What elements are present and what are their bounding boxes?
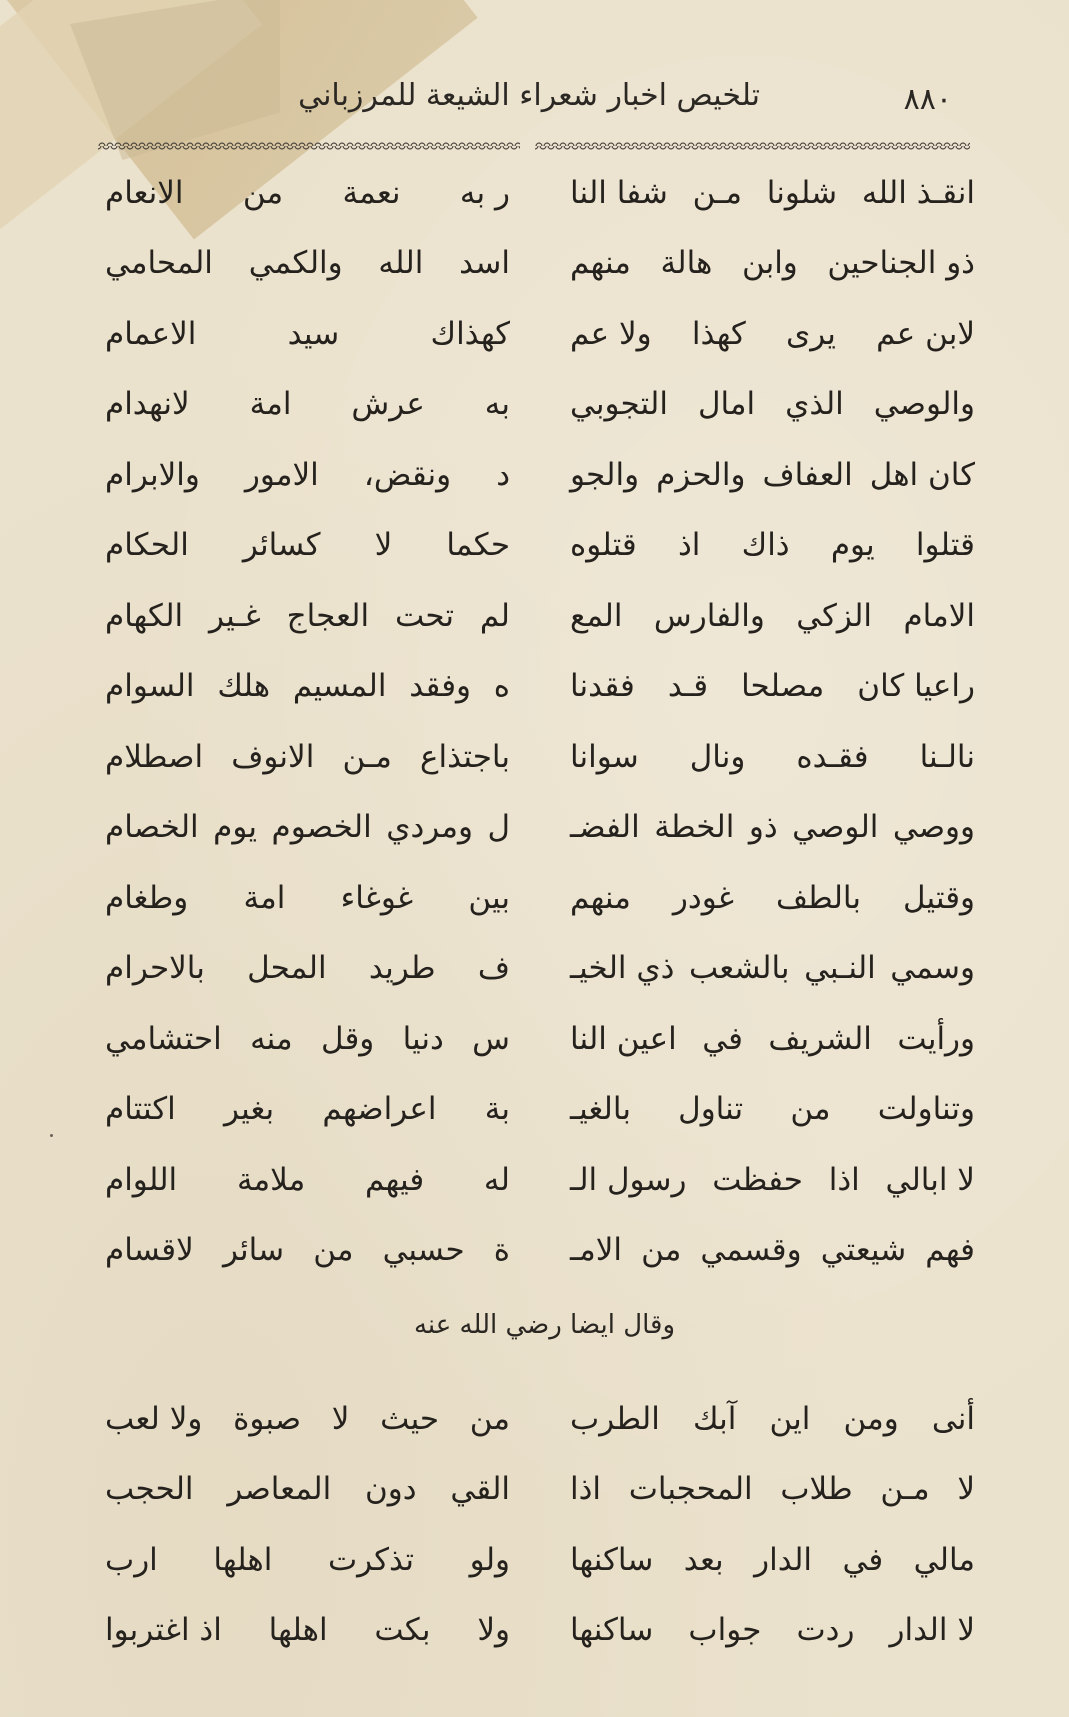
verse-word: وقل: [320, 1020, 375, 1057]
verse-word: امة: [249, 386, 292, 423]
verse-word: تذكرت: [328, 1541, 414, 1578]
verse-word: المحجبات: [628, 1471, 753, 1508]
verse-word: طريد: [368, 950, 436, 987]
verse-word: كان اهل: [869, 456, 975, 493]
verse-word: ذاك: [741, 527, 790, 564]
verse-line: [95, 1384, 975, 1455]
first-hemistich: [570, 1541, 975, 1578]
verse-word: بالغيـ: [570, 1091, 631, 1128]
verse-word: القي: [450, 1471, 510, 1508]
verse-line: [95, 1455, 975, 1526]
verse-word: انقـذ الله: [861, 174, 975, 211]
verse-word: لانهدام: [105, 386, 190, 423]
verse-word: امال: [697, 386, 756, 423]
verse-word: حسبي: [382, 1232, 465, 1269]
verse-word: اذ اغتربوا: [105, 1612, 222, 1649]
verse-word: اذا: [570, 1471, 602, 1508]
first-hemistich: [570, 527, 975, 564]
verse-word: في: [702, 1020, 743, 1057]
verse-word: المع: [570, 597, 623, 634]
verse-line: [95, 1145, 975, 1216]
paper-speck: [50, 1134, 53, 1137]
verse-word: كهذاك: [430, 315, 510, 352]
verse-line: [95, 652, 975, 723]
running-title: تلخيص اخبار شعراء الشيعة للمرزباني: [298, 78, 760, 113]
verse-word: حيث: [380, 1400, 440, 1437]
verse-word: ولا: [477, 1612, 510, 1649]
verse-word: مـن: [692, 174, 742, 211]
verse-word: ف: [477, 950, 510, 987]
verse-word: ذو: [748, 809, 778, 846]
verse-line: [95, 440, 975, 511]
verse-word: وابن: [741, 245, 798, 282]
verse-word: الخصام: [105, 809, 199, 846]
verse-word: امة: [243, 879, 286, 916]
verse-word: من: [641, 1232, 682, 1269]
verse-word: سوانا: [570, 738, 639, 775]
verse-word: والجو: [570, 456, 640, 493]
verse-word: المسيم: [292, 668, 387, 705]
verse-word: في: [842, 1541, 884, 1578]
wavy-rule-right: [535, 142, 970, 150]
verse-word: المحامي: [105, 245, 213, 282]
first-hemistich: [570, 1400, 975, 1437]
verse-word: ل: [487, 809, 510, 846]
verse-word: العفاف: [762, 456, 853, 493]
verse-word: ووصي: [892, 809, 975, 846]
verse-word: فقـده: [796, 738, 869, 775]
verse-word: به: [484, 386, 510, 423]
verse-word: رسول الـ: [570, 1161, 687, 1198]
first-hemistich: [570, 1161, 975, 1198]
verse-word: دنيا: [402, 1020, 444, 1057]
first-hemistich: [570, 1091, 975, 1128]
verse-word: بة: [484, 1091, 510, 1128]
verse-word: فقدنا: [570, 668, 635, 705]
verse-word: شفا النا: [570, 174, 668, 211]
verse-word: باجتذاع: [420, 738, 510, 775]
verse-word: ة: [493, 1232, 510, 1269]
verse-word: لا الدار: [889, 1612, 975, 1649]
verse-word: غوغاء: [340, 879, 414, 916]
verse-word: ومن: [843, 1400, 899, 1437]
verse-word: الامور: [244, 456, 319, 493]
verse-word: أنى: [931, 1400, 975, 1437]
first-hemistich: [570, 1020, 975, 1057]
first-hemistich: [570, 668, 975, 705]
verse-word: راعيا كان: [857, 668, 975, 705]
verse-word: من: [242, 174, 284, 211]
verse-word: لابن عم: [876, 315, 975, 352]
verse-word: الامام: [903, 597, 975, 634]
verse-word: السوام: [105, 668, 195, 705]
verse-word: سيد: [287, 315, 340, 352]
verse-word: جواب: [688, 1612, 762, 1649]
verse-word: النـبي: [804, 950, 876, 987]
verse-word: هالة: [660, 245, 713, 282]
verse-word: اصطلام: [105, 738, 204, 775]
verse-word: اعين النا: [570, 1020, 677, 1057]
first-hemistich: [570, 879, 975, 916]
verse-word: الذي: [785, 386, 844, 423]
verse-word: الشريف: [768, 1020, 872, 1057]
verse-word: احتشامي: [105, 1020, 222, 1057]
verse-word: ذو الجناحين: [827, 245, 975, 282]
verse-word: يوم: [830, 527, 875, 564]
verse-word: منهم: [570, 879, 631, 916]
verse-word: الخطة: [654, 809, 735, 846]
section-heading: وقال ايضا رضي الله عنه: [413, 1310, 676, 1340]
second-hemistich: [105, 597, 510, 634]
verse-word: صبوة: [233, 1400, 302, 1437]
second-hemistich: [105, 456, 510, 493]
verse-word: اهلها: [213, 1541, 273, 1578]
verse-word: الطرب: [570, 1400, 660, 1437]
verse-word: والفارس: [653, 597, 765, 634]
verse-word: له: [483, 1161, 510, 1198]
verse-word: وتناولت: [877, 1091, 975, 1128]
second-hemistich: [105, 1232, 510, 1269]
second-hemistich: [105, 386, 510, 423]
verse-word: والكمي: [248, 245, 343, 282]
first-hemistich: [570, 245, 975, 282]
verse-word: وسمي: [890, 950, 975, 987]
verse-word: ذي الخيـ: [570, 950, 675, 987]
verse-word: اذ: [677, 527, 701, 564]
verse-word: كهذا: [691, 315, 746, 352]
first-hemistich: [570, 456, 975, 493]
second-hemistich: [105, 738, 510, 775]
first-hemistich: [570, 1612, 975, 1649]
verse-word: بعد: [683, 1541, 724, 1578]
second-hemistich: [105, 1161, 510, 1198]
verse-word: لا: [331, 1400, 350, 1437]
second-hemistich: [105, 1612, 510, 1649]
verse-word: منه: [250, 1020, 293, 1057]
verse-word: بالطف: [775, 879, 861, 916]
verse-word: ولو: [469, 1541, 510, 1578]
verse-word: هلك: [217, 668, 271, 705]
verse-word: مالي: [913, 1541, 975, 1578]
verse-word: شيعتي: [820, 1232, 907, 1269]
second-hemistich: [105, 809, 510, 846]
verse-word: مصلحا: [741, 668, 825, 705]
verse-line: [95, 229, 975, 300]
verse-word: وقتيل: [903, 879, 975, 916]
poem-1: [95, 158, 975, 1286]
verse-word: مـن: [342, 738, 392, 775]
verse-line: [95, 299, 975, 370]
verse-word: ونقض،: [363, 456, 452, 493]
verse-word: نعمة: [342, 174, 401, 211]
second-hemistich: [105, 950, 510, 987]
verse-word: غودر: [672, 879, 734, 916]
verse-word: عرش: [351, 386, 425, 423]
verse-word: اهلها: [268, 1612, 328, 1649]
verse-word: دون: [365, 1471, 417, 1508]
verse-word: ساكنها: [570, 1612, 654, 1649]
verse-word: يوم: [213, 809, 257, 846]
first-hemistich: [570, 174, 975, 211]
verse-line: [95, 863, 975, 934]
verse-word: الخصوم: [271, 809, 372, 846]
verse-word: التجوبي: [570, 386, 668, 423]
first-hemistich: [570, 1471, 975, 1508]
verse-word: الكهام: [105, 597, 184, 634]
verse-word: سائر: [222, 1232, 285, 1269]
verse-word: شلونا: [766, 174, 838, 211]
verse-word: وطغام: [105, 879, 189, 916]
verse-word: الانوف: [231, 738, 315, 775]
verse-word: يرى: [785, 315, 836, 352]
verse-word: الدار: [754, 1541, 813, 1578]
verse-line: [95, 581, 975, 652]
second-hemistich: [105, 1400, 510, 1437]
verse-word: الاعمام: [105, 315, 197, 352]
first-hemistich: [570, 315, 975, 352]
verse-word: الزكي: [796, 597, 873, 634]
verse-word: الفضـ: [570, 809, 640, 846]
verse-word: ونال: [689, 738, 746, 775]
verse-word: ارب: [105, 1541, 158, 1578]
verse-word: اسد: [459, 245, 510, 282]
verse-word: لا: [374, 527, 393, 564]
verse-line: [95, 158, 975, 229]
verse-word: اللوام: [105, 1161, 178, 1198]
verse-word: بالاحرام: [105, 950, 205, 987]
verse-line: [95, 1004, 975, 1075]
verse-word: د: [496, 456, 510, 493]
verse-word: بين: [468, 879, 510, 916]
verse-word: ساكنها: [570, 1541, 654, 1578]
verse-word: الانعام: [105, 174, 184, 211]
verse-word: بغير: [224, 1091, 275, 1128]
verse-word: وقسمي: [700, 1232, 802, 1269]
verse-word: من: [469, 1400, 510, 1437]
verse-word: فهم: [925, 1232, 975, 1269]
verse-word: طلاب: [780, 1471, 853, 1508]
verse-word: نالـنا: [919, 738, 975, 775]
verse-word: اكتتام: [105, 1091, 176, 1128]
verse-word: فيهم: [365, 1161, 425, 1198]
verse-word: ر به: [459, 174, 510, 211]
verse-word: والوصي: [873, 386, 975, 423]
verse-line: [95, 511, 975, 582]
verse-word: س: [472, 1020, 510, 1057]
verse-line: [95, 1596, 975, 1667]
second-hemistich: [105, 668, 510, 705]
verse-word: من: [313, 1232, 354, 1269]
verse-word: ه: [493, 668, 510, 705]
second-hemistich: [105, 1091, 510, 1128]
first-hemistich: [570, 738, 975, 775]
second-hemistich: [105, 174, 510, 211]
verse-word: قتلوا: [915, 527, 975, 564]
verse-line: [95, 722, 975, 793]
verse-word: اذا: [828, 1161, 860, 1198]
verse-word: الحجب: [105, 1471, 194, 1508]
poem-2: [95, 1384, 975, 1666]
second-hemistich: [105, 879, 510, 916]
verse-line: [95, 793, 975, 864]
verse-word: بالشعب: [688, 950, 790, 987]
verse-word: لا: [957, 1471, 975, 1508]
second-hemistich: [105, 1020, 510, 1057]
verse-line: [95, 934, 975, 1005]
verse-word: لاقسام: [105, 1232, 194, 1269]
verse-word: العجاج: [286, 597, 370, 634]
second-hemistich: [105, 315, 510, 352]
verse-word: حفظت: [712, 1161, 803, 1198]
verse-word: وفقد: [409, 668, 471, 705]
first-hemistich: [570, 597, 975, 634]
verse-word: ردت: [796, 1612, 855, 1649]
verse-word: تحت: [394, 597, 455, 634]
first-hemistich: [570, 950, 975, 987]
verse-line: [95, 1525, 975, 1596]
verse-word: لم: [479, 597, 510, 634]
verse-word: ملامة: [236, 1161, 306, 1198]
second-hemistich: [105, 1541, 510, 1578]
verse-word: بكت: [374, 1612, 431, 1649]
verse-word: والحزم: [656, 456, 746, 493]
verse-word: كسائر: [242, 527, 321, 564]
second-hemistich: [105, 527, 510, 564]
verse-word: قـد: [667, 668, 709, 705]
verse-word: تناول: [678, 1091, 744, 1128]
page-header: [90, 72, 970, 132]
second-hemistich: [105, 1471, 510, 1508]
verse-word: لا ابالي: [885, 1161, 975, 1198]
verse-word: الوصي: [792, 809, 879, 846]
first-hemistich: [570, 1232, 975, 1269]
verse-word: مـن: [880, 1471, 930, 1508]
verse-word: حكما: [446, 527, 510, 564]
verse-line: [95, 1075, 975, 1146]
verse-word: اين: [769, 1400, 811, 1437]
verse-word: الامـ: [570, 1232, 623, 1269]
wavy-rule-left: [98, 142, 520, 150]
verse-word: ورأيت: [897, 1020, 975, 1057]
verse-word: اعراضهم: [322, 1091, 437, 1128]
verse-word: ولا لعب: [105, 1400, 203, 1437]
verse-word: ولا عم: [570, 315, 652, 352]
verse-word: غـير: [209, 597, 261, 634]
verse-line: [95, 370, 975, 441]
verse-word: ومردي: [386, 809, 473, 846]
verse-word: الله: [378, 245, 424, 282]
verse-word: قتلوه: [570, 527, 637, 564]
verse-word: آبك: [692, 1400, 737, 1437]
page-number: ٨٨٠: [903, 82, 952, 117]
verse-word: المعاصر: [227, 1471, 332, 1508]
verse-word: الحكام: [105, 527, 189, 564]
first-hemistich: [570, 809, 975, 846]
first-hemistich: [570, 386, 975, 423]
verse-line: [95, 1216, 975, 1287]
verse-word: منهم: [570, 245, 631, 282]
verse-word: من: [790, 1091, 831, 1128]
verse-word: والابرام: [105, 456, 200, 493]
verse-word: المحل: [247, 950, 327, 987]
second-hemistich: [105, 245, 510, 282]
